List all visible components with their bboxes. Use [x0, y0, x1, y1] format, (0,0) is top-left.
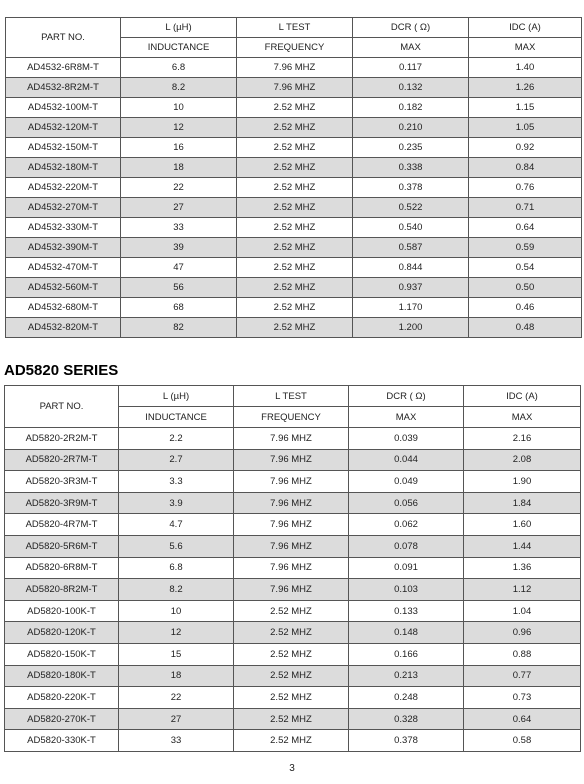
test-frequency-cell: 2.52 MHZ: [237, 238, 353, 258]
idc-max-cell: 0.64: [469, 218, 582, 238]
table-row: [6, 258, 582, 278]
test-frequency-cell: 2.52 MHZ: [237, 198, 353, 218]
dcr-max-cell: 0.182: [353, 98, 469, 118]
test-frequency-cell: 2.52 MHZ: [234, 643, 349, 665]
test-frequency-cell: 7.96 MHZ: [234, 535, 349, 557]
test-frequency-cell: 2.52 MHZ: [234, 622, 349, 644]
part-number-cell: AD5820-2R2M-T: [5, 428, 119, 450]
table-row: [6, 178, 582, 198]
part-number-cell: AD4532-220M-T: [6, 178, 121, 198]
inductance-cell: 6.8: [121, 58, 237, 78]
table-row: [5, 471, 581, 493]
part-number-cell: AD4532-180M-T: [6, 158, 121, 178]
table-row: [6, 278, 582, 298]
ad4532-table-body: [6, 58, 582, 338]
test-frequency-cell: 2.52 MHZ: [234, 600, 349, 622]
dcr-max-cell: 0.049: [349, 471, 464, 493]
table-row: [5, 557, 581, 579]
part-number-cell: AD5820-8R2M-T: [5, 579, 119, 601]
test-frequency-cell: 2.52 MHZ: [234, 730, 349, 752]
idc-max-cell: 1.26: [469, 78, 582, 98]
inductance-cell: 8.2: [121, 78, 237, 98]
idc-max-cell: 1.04: [464, 600, 581, 622]
test-frequency-cell: 2.52 MHZ: [237, 258, 353, 278]
col-subheader-inductance: INDUCTANCE: [121, 38, 237, 58]
col-subheader-inductance: INDUCTANCE: [119, 407, 234, 428]
inductance-cell: 22: [119, 687, 234, 709]
dcr-max-cell: 1.200: [353, 318, 469, 338]
col-header-ltest: L TEST: [237, 18, 353, 38]
table-row: [6, 78, 582, 98]
table-row: [5, 708, 581, 730]
col-subheader-idc-max: MAX: [469, 38, 582, 58]
idc-max-cell: 0.73: [464, 687, 581, 709]
idc-max-cell: 0.84: [469, 158, 582, 178]
table-row: [6, 118, 582, 138]
inductance-cell: 33: [121, 218, 237, 238]
col-subheader-dcr-max: MAX: [349, 407, 464, 428]
dcr-max-cell: 0.522: [353, 198, 469, 218]
test-frequency-cell: 2.52 MHZ: [237, 158, 353, 178]
part-number-cell: AD4532-120M-T: [6, 118, 121, 138]
dcr-max-cell: 1.170: [353, 298, 469, 318]
idc-max-cell: 1.40: [469, 58, 582, 78]
dcr-max-cell: 0.248: [349, 687, 464, 709]
table-row: [6, 58, 582, 78]
dcr-max-cell: 0.166: [349, 643, 464, 665]
idc-max-cell: 2.16: [464, 428, 581, 450]
dcr-max-cell: 0.132: [353, 78, 469, 98]
inductance-cell: 18: [121, 158, 237, 178]
table-row: [5, 600, 581, 622]
inductance-cell: 68: [121, 298, 237, 318]
idc-max-cell: 2.08: [464, 449, 581, 471]
test-frequency-cell: 2.52 MHZ: [237, 178, 353, 198]
col-subheader-frequency: FREQUENCY: [234, 407, 349, 428]
test-frequency-cell: 2.52 MHZ: [234, 708, 349, 730]
idc-max-cell: 1.90: [464, 471, 581, 493]
col-header-inductance-unit: L (µH): [119, 386, 234, 407]
dcr-max-cell: 0.235: [353, 138, 469, 158]
test-frequency-cell: 2.52 MHZ: [237, 278, 353, 298]
table-row: [6, 98, 582, 118]
table-row: [5, 514, 581, 536]
inductance-cell: 2.7: [119, 449, 234, 471]
idc-max-cell: 1.05: [469, 118, 582, 138]
part-number-cell: AD5820-4R7M-T: [5, 514, 119, 536]
dcr-max-cell: 0.378: [349, 730, 464, 752]
series-title: AD5820 SERIES: [4, 362, 119, 379]
col-subheader-frequency: FREQUENCY: [237, 38, 353, 58]
part-number-cell: AD4532-560M-T: [6, 278, 121, 298]
table-row: [5, 579, 581, 601]
test-frequency-cell: 7.96 MHZ: [234, 471, 349, 493]
table-row: [6, 318, 582, 338]
idc-max-cell: 1.84: [464, 492, 581, 514]
inductance-cell: 12: [121, 118, 237, 138]
idc-max-cell: 0.48: [469, 318, 582, 338]
test-frequency-cell: 7.96 MHZ: [234, 579, 349, 601]
dcr-max-cell: 0.056: [349, 492, 464, 514]
dcr-max-cell: 0.937: [353, 278, 469, 298]
col-header-dcr: DCR ( Ω): [353, 18, 469, 38]
dcr-max-cell: 0.338: [353, 158, 469, 178]
dcr-max-cell: 0.103: [349, 579, 464, 601]
test-frequency-cell: 2.52 MHZ: [237, 138, 353, 158]
dcr-max-cell: 0.148: [349, 622, 464, 644]
part-number-cell: AD5820-150K-T: [5, 643, 119, 665]
idc-max-cell: 0.58: [464, 730, 581, 752]
col-header-inductance-unit: L (µH): [121, 18, 237, 38]
test-frequency-cell: 2.52 MHZ: [237, 98, 353, 118]
page-number: 3: [289, 763, 295, 774]
inductance-cell: 10: [119, 600, 234, 622]
table-row: [5, 687, 581, 709]
dcr-max-cell: 0.210: [353, 118, 469, 138]
test-frequency-cell: 7.96 MHZ: [234, 557, 349, 579]
dcr-max-cell: 0.378: [353, 178, 469, 198]
inductance-cell: 6.8: [119, 557, 234, 579]
part-number-cell: AD4532-270M-T: [6, 198, 121, 218]
inductance-cell: 10: [121, 98, 237, 118]
part-number-cell: AD5820-330K-T: [5, 730, 119, 752]
table-row: [5, 643, 581, 665]
test-frequency-cell: 7.96 MHZ: [234, 514, 349, 536]
idc-max-cell: 0.88: [464, 643, 581, 665]
dcr-max-cell: 0.587: [353, 238, 469, 258]
part-number-cell: AD5820-100K-T: [5, 600, 119, 622]
part-number-cell: AD5820-270K-T: [5, 708, 119, 730]
dcr-max-cell: 0.039: [349, 428, 464, 450]
inductance-cell: 18: [119, 665, 234, 687]
inductance-cell: 15: [119, 643, 234, 665]
col-subheader-idc-max: MAX: [464, 407, 581, 428]
dcr-max-cell: 0.133: [349, 600, 464, 622]
part-number-cell: AD4532-6R8M-T: [6, 58, 121, 78]
inductance-cell: 47: [121, 258, 237, 278]
dcr-max-cell: 0.044: [349, 449, 464, 471]
test-frequency-cell: 2.52 MHZ: [237, 218, 353, 238]
table-row: [5, 492, 581, 514]
idc-max-cell: 0.76: [469, 178, 582, 198]
test-frequency-cell: 7.96 MHZ: [234, 492, 349, 514]
ad4532-spec-table: [5, 17, 582, 338]
col-header-dcr: DCR ( Ω): [349, 386, 464, 407]
inductance-cell: 27: [121, 198, 237, 218]
table-row: [6, 198, 582, 218]
table-row: [6, 138, 582, 158]
table-row: [5, 622, 581, 644]
idc-max-cell: 0.77: [464, 665, 581, 687]
dcr-max-cell: 0.328: [349, 708, 464, 730]
ad5820-spec-table: [4, 385, 581, 752]
col-header-idc: IDC (A): [469, 18, 582, 38]
test-frequency-cell: 2.52 MHZ: [237, 318, 353, 338]
ad5820-table-body: [5, 428, 581, 752]
idc-max-cell: 0.96: [464, 622, 581, 644]
test-frequency-cell: 7.96 MHZ: [237, 58, 353, 78]
idc-max-cell: 1.15: [469, 98, 582, 118]
table-row: [5, 665, 581, 687]
inductance-cell: 39: [121, 238, 237, 258]
inductance-cell: 4.7: [119, 514, 234, 536]
inductance-cell: 33: [119, 730, 234, 752]
test-frequency-cell: 2.52 MHZ: [234, 665, 349, 687]
col-header-idc: IDC (A): [464, 386, 581, 407]
inductance-cell: 12: [119, 622, 234, 644]
part-number-cell: AD4532-390M-T: [6, 238, 121, 258]
test-frequency-cell: 7.96 MHZ: [234, 449, 349, 471]
dcr-max-cell: 0.078: [349, 535, 464, 557]
idc-max-cell: 0.59: [469, 238, 582, 258]
col-header-part-no: PART NO.: [5, 386, 119, 428]
dcr-max-cell: 0.844: [353, 258, 469, 278]
part-number-cell: AD4532-680M-T: [6, 298, 121, 318]
test-frequency-cell: 2.52 MHZ: [234, 687, 349, 709]
table-row: [6, 218, 582, 238]
table-row: [5, 730, 581, 752]
part-number-cell: AD4532-150M-T: [6, 138, 121, 158]
inductance-cell: 82: [121, 318, 237, 338]
part-number-cell: AD4532-470M-T: [6, 258, 121, 278]
dcr-max-cell: 0.091: [349, 557, 464, 579]
dcr-max-cell: 0.117: [353, 58, 469, 78]
idc-max-cell: 0.92: [469, 138, 582, 158]
part-number-cell: AD4532-8R2M-T: [6, 78, 121, 98]
part-number-cell: AD5820-220K-T: [5, 687, 119, 709]
part-number-cell: AD5820-2R7M-T: [5, 449, 119, 471]
inductance-cell: 16: [121, 138, 237, 158]
col-header-ltest: L TEST: [234, 386, 349, 407]
col-subheader-dcr-max: MAX: [353, 38, 469, 58]
part-number-cell: AD4532-820M-T: [6, 318, 121, 338]
table-row: [6, 158, 582, 178]
idc-max-cell: 0.71: [469, 198, 582, 218]
table-row: [6, 238, 582, 258]
inductance-cell: 2.2: [119, 428, 234, 450]
dcr-max-cell: 0.540: [353, 218, 469, 238]
inductance-cell: 22: [121, 178, 237, 198]
table-row: [6, 298, 582, 318]
test-frequency-cell: 2.52 MHZ: [237, 118, 353, 138]
test-frequency-cell: 7.96 MHZ: [237, 78, 353, 98]
dcr-max-cell: 0.062: [349, 514, 464, 536]
part-number-cell: AD5820-3R9M-T: [5, 492, 119, 514]
table-row: [5, 535, 581, 557]
idc-max-cell: 1.36: [464, 557, 581, 579]
part-number-cell: AD5820-3R3M-T: [5, 471, 119, 493]
part-number-cell: AD5820-120K-T: [5, 622, 119, 644]
table-row: [5, 428, 581, 450]
idc-max-cell: 1.12: [464, 579, 581, 601]
inductance-cell: 3.3: [119, 471, 234, 493]
idc-max-cell: 1.60: [464, 514, 581, 536]
idc-max-cell: 0.64: [464, 708, 581, 730]
idc-max-cell: 0.46: [469, 298, 582, 318]
idc-max-cell: 1.44: [464, 535, 581, 557]
inductance-cell: 8.2: [119, 579, 234, 601]
col-header-part-no: PART NO.: [6, 18, 121, 58]
part-number-cell: AD4532-330M-T: [6, 218, 121, 238]
part-number-cell: AD5820-5R6M-T: [5, 535, 119, 557]
idc-max-cell: 0.50: [469, 278, 582, 298]
inductance-cell: 56: [121, 278, 237, 298]
inductance-cell: 5.6: [119, 535, 234, 557]
part-number-cell: AD5820-180K-T: [5, 665, 119, 687]
inductance-cell: 3.9: [119, 492, 234, 514]
idc-max-cell: 0.54: [469, 258, 582, 278]
inductance-cell: 27: [119, 708, 234, 730]
test-frequency-cell: 7.96 MHZ: [234, 428, 349, 450]
table-row: [5, 449, 581, 471]
test-frequency-cell: 2.52 MHZ: [237, 298, 353, 318]
part-number-cell: AD5820-6R8M-T: [5, 557, 119, 579]
part-number-cell: AD4532-100M-T: [6, 98, 121, 118]
dcr-max-cell: 0.213: [349, 665, 464, 687]
